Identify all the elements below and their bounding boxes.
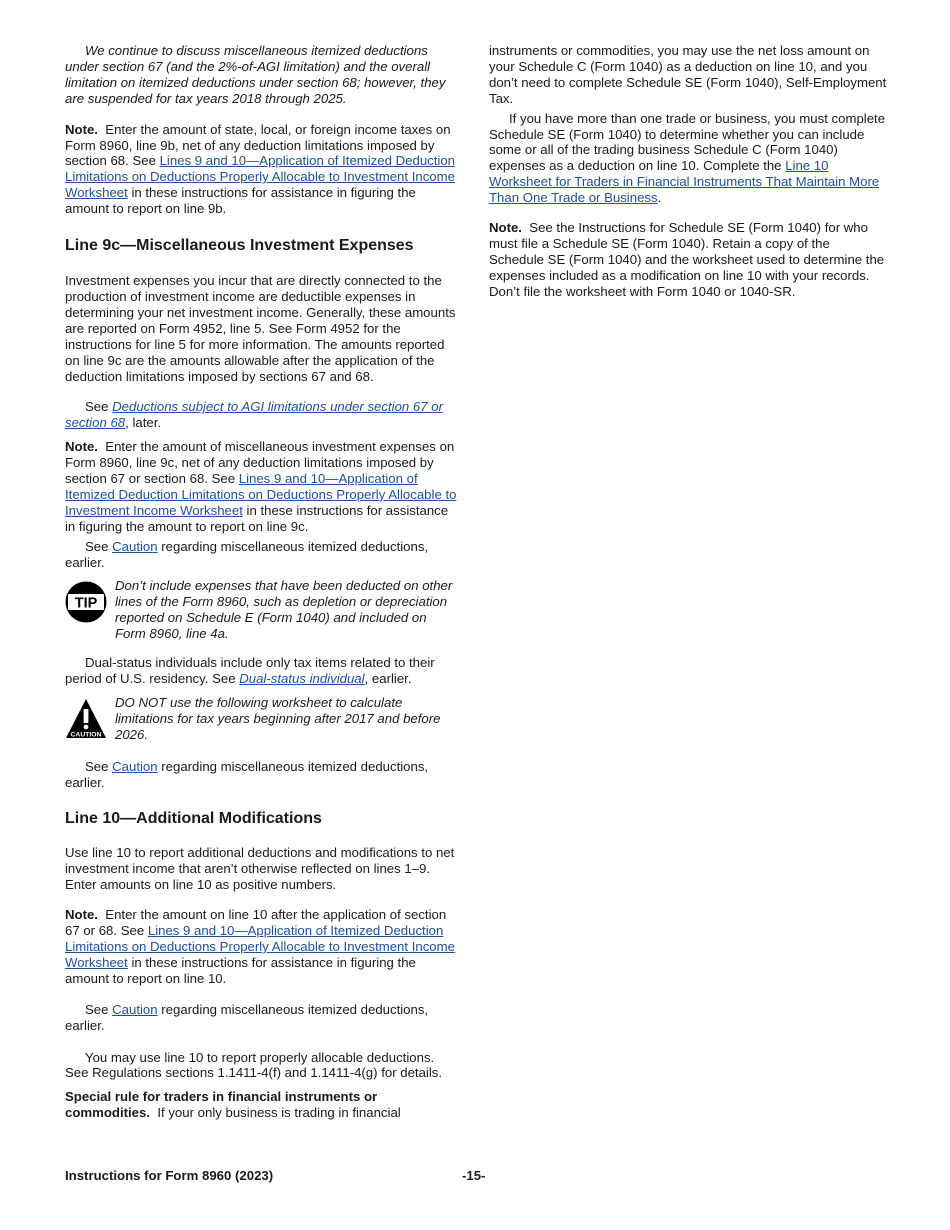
see-deductions-paragraph: See Deductions subject to AGI limitations under section 67 or section 68, later.	[65, 399, 443, 431]
caution-icon	[65, 698, 107, 740]
caution-link[interactable]: Caution	[112, 1001, 158, 1017]
left-column	[65, 43, 459, 1121]
page-number: -15-	[462, 1168, 486, 1183]
tip-icon	[65, 581, 107, 623]
note-schedule-se: Note. See the Instructions for Schedule SE (Form 1040) for who must file a Schedule SE (Form 1040). Retain a copy of the Schedule SE (Form 1040) and the worksheet used to determine the expenses included as a modification on line 10 with your records. Don’t file the worksheet with Form 1040 or 1040-SR.	[489, 220, 885, 299]
caution-text: DO NOT use the following worksheet to calculate limitations for tax years beginning after 2017 and before 2026.	[115, 694, 441, 742]
special-rule-paragraph: Special rule for traders in financial instruments or commodities. If your only business is trading in financial	[65, 1089, 401, 1121]
dual-status-paragraph: Dual-status individuals include only tax items related to their period of U.S. residency. See Dual-status individual, earlier.	[65, 655, 435, 686]
worksheet-link[interactable]: Lines 9 and 10—Application of Itemized Deduction Limitations on Deductions Properly Allocable to Investment Income Worksheet	[65, 923, 455, 970]
dual-status-link[interactable]: Dual-status individual	[239, 671, 365, 686]
svg-text:TIP: TIP	[74, 595, 98, 612]
worksheet-link[interactable]: Lines 9 and 10—Application of Itemized Deduction Limitations on Deductions Properly Allocable to Investment Income Worksheet	[65, 471, 457, 518]
paragraph-line-9c: Investment expenses you incur that are directly connected to the production of investment income are deductible expenses in determining your net investment income. Generally, these amounts are reported on Form 4952, line 5. See Form 4952 for the instructions for line 5 for more information. The amounts reported on line 9c are the amounts allowable after the application of the deduction limitations imposed by sections 67 and 68.	[65, 273, 456, 384]
see-caution-paragraph: See Caution regarding miscellaneous itemized deductions, earlier.	[65, 758, 429, 790]
note-line-9b: Note. Enter the amount of state, local, or foreign income taxes on Form 8960, line 9b, net of any deduction limitations imposed by section 68. See Lines 9 and 10—Application of Itemized Deduction Limitations on Deductions Properly Allocable to Investment Income Worksheet in these instructions for assistance in figuring the amount to report on line 9b.	[65, 121, 456, 217]
tip-callout	[65, 578, 459, 642]
see-caution-paragraph: See Caution regarding miscellaneous itemized deductions, earlier.	[65, 1001, 429, 1033]
worksheet-link[interactable]: Lines 9 and 10—Application of Itemized Deduction Limitations on Deductions Properly Allocable to Investment Income Worksheet	[65, 153, 456, 201]
footer-title: Instructions for Form 8960 (2023)	[65, 1168, 274, 1183]
tip-text: Don’t include expenses that have been deducted on other lines of the Form 8960, such as depletion or depreciation reported on Schedule E (Form 1040) and included on Form 8960, line 4a.	[115, 578, 453, 642]
caution-link[interactable]: Caution	[112, 538, 158, 554]
allocable-deductions-paragraph: You may use line 10 to report properly allocable deductions. See Regulations sections 1.1411-4(f) and 1.1411-4(g) for details.	[65, 1049, 443, 1081]
caution-callout	[65, 695, 459, 743]
paragraph-line-10: Use line 10 to report additional deductions and modifications to net investment income that aren’t otherwise reflected on lines 1–9. Enter amounts on line 10 as positive numbers.	[65, 845, 455, 893]
heading-line-10: Line 10—Additional Modifications	[65, 810, 322, 828]
note-line-10: Note. Enter the amount on line 10 after the application of section 67 or 68. See Lines 9 and 10—Application of Itemized Deduction Limitations on Deductions Properly Allocable to Investment Income Worksheet in these instructions for assistance in figuring the amount to report on line 10.	[65, 907, 455, 986]
note-line-9c: Note. Enter the amount of miscellaneous investment expenses on Form 8960, line 9c, net of any deduction limitations imposed by section 67 or section 68. See Lines 9 and 10—Application of Itemized Deduction Limitations on Deductions Properly Allocable to Investment Income Worksheet in these instructions for assistance in figuring the amount to report on line 9c.	[65, 439, 457, 534]
multiple-business-paragraph: If you have more than one trade or business, you must complete Schedule SE (Form 1040) to determine whether you can include some or all of the trading business Schedule C (Form 1040) expenses as a deduction on line 10. Complete the Line 10 Worksheet for Traders in Financial Instruments That Maintain More Than One Trade or Business.	[489, 110, 886, 206]
page-footer	[65, 1168, 887, 1184]
svg-text:CAUTION: CAUTION	[70, 731, 102, 739]
intro-paragraph: We continue to discuss miscellaneous itemized deductions under section 67 (and the 2%-of-AGI limitation) and the overall limitation on itemized deductions under section 68; however, they are suspended for tax years 2018 through 2025.	[65, 43, 446, 106]
see-caution-paragraph: See Caution regarding miscellaneous itemized deductions, earlier.	[65, 538, 429, 570]
traders-continued-paragraph: instruments or commodities, you may use the net loss amount on your Schedule C (Form 1040) as a deduction on line 10, and you don’t need to complete Schedule SE (Form 1040), Self-Employment Tax.	[489, 43, 887, 106]
heading-line-9c: Line 9c—Miscellaneous Investment Expenses	[65, 237, 414, 255]
line-10-worksheet-link[interactable]: Line 10 Worksheet for Traders in Financial Instruments That Maintain More Than One Trade or Business	[489, 158, 880, 206]
deductions-subject-link[interactable]: Deductions subject to AGI limitations under section 67 or section 68	[65, 399, 443, 431]
caution-link[interactable]: Caution	[112, 758, 158, 774]
right-column	[489, 43, 887, 300]
